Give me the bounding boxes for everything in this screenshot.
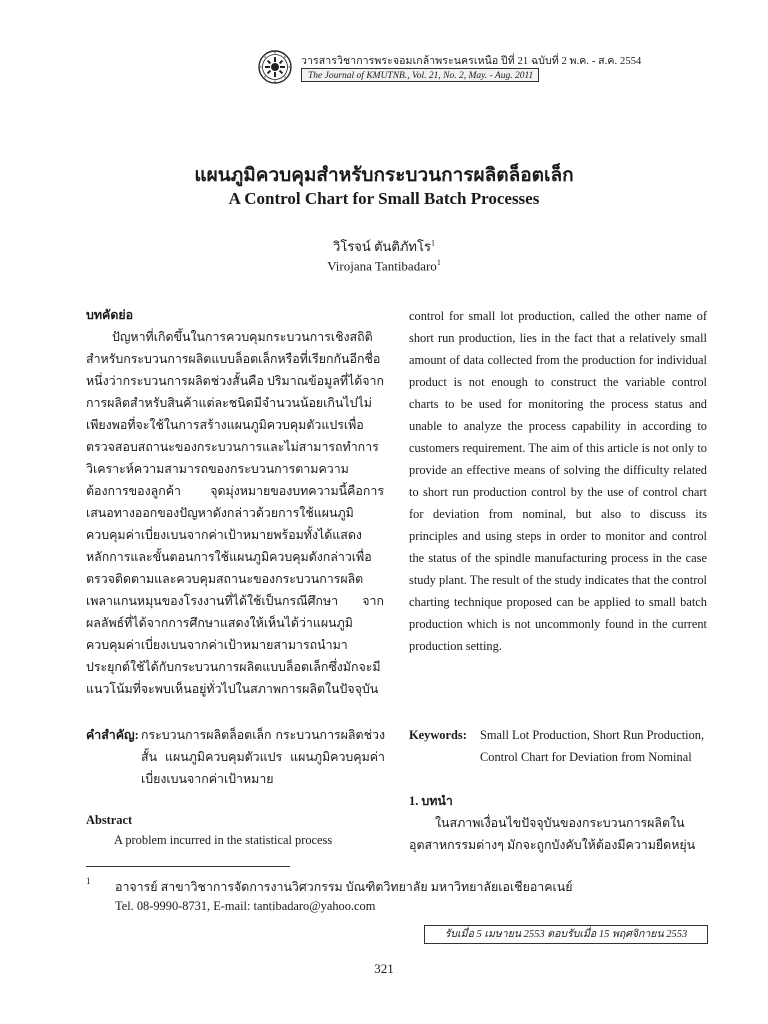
abstract-thai-body: ปัญหาที่เกิดขึ้นในการควบคุมกระบวนการเชิงสถิติสำหรับกระบวนการผลิตแบบล็อตเล็กหรือที่เรียกกันอีกชื่อหนึ่งว่ากระบวนการผลิตช่วงสั้นคือ ปริมาณข้อมูลที่ได้จากการผลิตสำหรับสินค้าแต่ละชนิดมีจำนวนน้อยเกินไปไม่เพียงพอที่จะใช้ในการสร้างแผนภูมิควบคุมตัวแปรเพื่อตรวจสอบสถานะของกระบวนการและไม่สามารถทำการวิเคราะห์ความสามารถของกระบวนการตามความต้องการของลูกค้า จุดมุ่งหมายของบทความนี้คือการเสนอทางออกของปัญหาดังกล่าวด้วยการใช้แผนภูมิควบคุมค่าเบี่ยงเบนจากค่าเป้าหมายพร้อมทั้งได้แสดงหลักการและขั้นตอนการใช้แผนภูมิควบคุมดังกล่าวเพื่อตรวจติดตามและควบคุมสถานะของกระบวนการผลิตเพลาแกนหมุนของโรงงานที่ได้ใช้เป็นกรณีศึกษา จากผลลัพธ์ที่ได้จากการศึกษาแสดงให้เห็นได้ว่าแผนภูมิควบคุมค่าเบี่ยงเบนจากค่าเป้าหมายสามารถนำมาประยุกต์ใช้ได้กับกระบวนการผลิตแบบล็อตเล็กซึ่งมักจะมีแนวโน้มที่จะพบเห็นอยู่ทั่วไปในสภาพการผลิตในปัจจุบัน bbox=[86, 330, 384, 696]
journal-title-english: The Journal of KMUTNB., Vol. 21, No. 2, May. - Aug. 2011 bbox=[301, 68, 539, 82]
author-name-thai: วิโรจน์ ตันติภัทโร$^1$ bbox=[333, 238, 435, 254]
introduction-heading: 1. บทนำ bbox=[409, 794, 453, 808]
paper-title-thai: แผนภูมิควบคุมสำหรับกระบวนการผลิตล็อตเล็ก bbox=[194, 165, 574, 186]
received-date-box: รับเมื่อ 5 เมษายน 2553 ตอบรับเมื่อ 15 พฤศจิกายน 2553 bbox=[424, 925, 708, 944]
keywords-thai-label: คำสำคัญ: bbox=[86, 728, 139, 742]
affiliation-marker: 1 bbox=[436, 258, 441, 267]
footnote-divider bbox=[86, 866, 290, 867]
footnote-contact: Tel. 08-9990-8731, E-mail: tantibadaro@yahoo.com bbox=[115, 899, 376, 913]
keywords-english-label: Keywords: bbox=[409, 728, 467, 742]
abstract-english-continued: control for small lot production, called the other name of short run production, lies in the fact that a relatively small amount of data collected from the production for individual product is not enough to construct the variable control charts to be used for monitoring the process status and unable to analyze the process capability in according to customers requirement. The aim of this article is not only to provide an effective means of solving the difficulty related to short run production control by the use of control chart for deviation from nominal, but also to discuss its principles and using steps in order to monitor and control the status of the spindle manufacturing process in the case study plant. The result of the study indicates that the control charting technique proposed can be applied to small batch production which is not uncommonly found in the current production setting. bbox=[409, 309, 707, 653]
keywords-english-text: Small Lot Production, Short Run Production, Control Chart for Deviation from Nominal bbox=[480, 728, 705, 764]
university-seal-icon bbox=[258, 50, 292, 84]
abstract-thai-heading: บทคัดย่อ bbox=[86, 308, 134, 322]
keywords-thai-text: กระบวนการผลิตล็อตเล็ก กระบวนการผลิตช่วงสั้น แผนภูมิควบคุมตัวแปร แผนภูมิควบคุมค่าเบี่ยงเบนจากค่าเป้าหมาย bbox=[141, 728, 385, 786]
footnote-marker: 1 bbox=[86, 876, 91, 886]
author-name-english: Virojana Tantibadaro$^1$ bbox=[327, 258, 441, 274]
page-number: 321 bbox=[374, 961, 394, 976]
abstract-english-start: A problem incurred in the statistical process bbox=[114, 833, 333, 847]
journal-title-thai: วารสารวิชาการพระจอมเกล้าพระนครเหนือ ปีที่ 21 ฉบับที่ 2 พ.ค. - ส.ค. 2554 bbox=[301, 56, 642, 67]
introduction-body: ในสภาพเงื่อนไขปัจจุบันของกระบวนการผลิตในอุตสาหกรรมต่างๆ มักจะถูกบังคับให้ต้องมีความยืดหยุ่น bbox=[409, 816, 696, 852]
abstract-english-heading: Abstract bbox=[86, 813, 133, 827]
affiliation-marker: 1 bbox=[430, 238, 435, 248]
footnote-affiliation: อาจารย์ สาขาวิชาการจัดการงานวิศวกรรม บัณฑิตวิทยาลัย มหาวิทยาลัยเอเชียอาคเนย์ bbox=[115, 880, 573, 894]
paper-title-english: A Control Chart for Small Batch Processes bbox=[228, 189, 540, 208]
abstract-thai-section bbox=[86, 304, 384, 700]
